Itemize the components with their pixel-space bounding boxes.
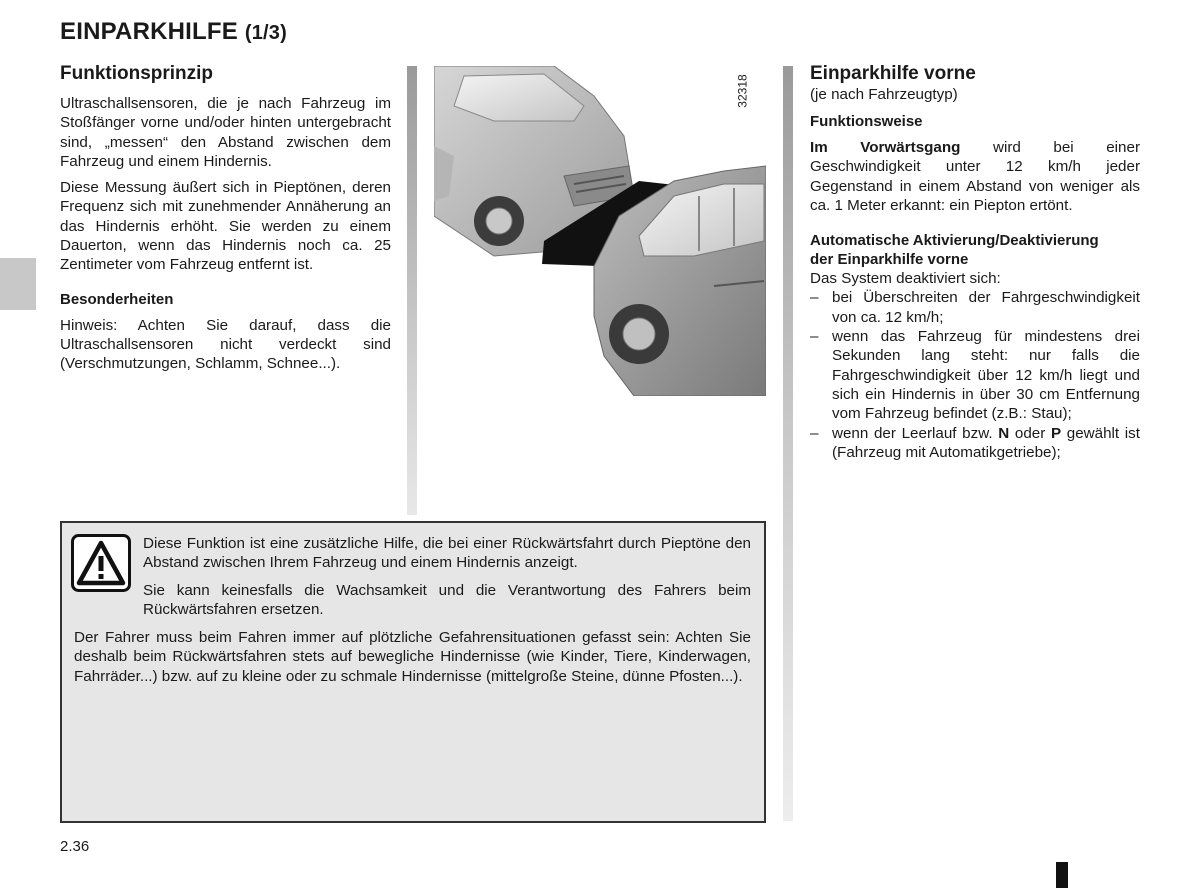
paragraph: Diese Messung äußert sich in Pieptönen, deren Frequenz sich mit zunehmender Annäherung an das Hindernis erhöht. Sie werden zu einem Dauerton, wenn das Hindernis noch ca. 25 Zentimeter vom Fahrzeug entfernt ist. [60, 179, 391, 274]
list-item: – wenn der Leerlauf bzw. N oder P gewählt ist (Fahrzeug mit Automatikgetriebe); [810, 424, 1140, 463]
figure-number [736, 68, 764, 114]
left-body [60, 94, 391, 275]
paragraph-text: wird bei einer Geschwindigkeit unter 12 km/h jeder Gegenstand in einem Abstand von weniger als ca. 1 Meter erkannt: ein Piepton ertönt. [810, 139, 1141, 214]
list-item: – wenn das Fahrzeug für mindestens drei Sekunden lang steht: nur falls die Fahrgeschwindigkeit über 12 km/h liegt und sich ein Hindernis in über 30 cm Entfernung vom Fahrzeug befindet (z.B.: Stau); [810, 327, 1140, 423]
subheading-line: der Einparkhilfe vorne [810, 251, 969, 269]
subheading: Besonderheiten [60, 290, 174, 308]
paragraph: Hinweis: Achten Sie darauf, dass die Ultraschallsensoren nicht verdeckt sind (Verschmutzungen, Schlamm, Schnee...). [60, 316, 391, 373]
warning-paragraph: Diese Funktion ist eine zusätzliche Hilfe, die bei einer Rückwärtsfahrt durch Pieptöne den Abstand zwischen Ihrem Fahrzeug und einem Hindernis anzeigt. [143, 535, 751, 572]
parking-illustration [434, 66, 766, 396]
paragraph: Ultraschallsensoren, die je nach Fahrzeug im Stoßfänger vorne und/oder hinten untergebracht sind, „messen“ den Abstand zwischen dem Fahrzeug und einem Hindernis. [60, 95, 391, 170]
warning-text-top [143, 534, 751, 627]
right-para-1 [810, 138, 1140, 215]
list-item: – bei Überschreiten der Fahrgeschwindigkeit von ca. 12 km/h; [810, 288, 1140, 327]
list-intro: Das System deaktiviert sich: [810, 270, 1001, 288]
right-column [810, 63, 1140, 462]
left-body-2 [60, 316, 391, 374]
bold-term: Im Vorwärtsgang [810, 139, 961, 156]
chapter-tab [0, 258, 36, 310]
left-column [60, 63, 391, 381]
section-subtitle: (je nach Fahrzeugtyp) [810, 86, 958, 103]
warning-paragraph: Sie kann keinesfalls die Wachsamkeit und die Verantwortung des Fahrers beim Rückwärtsfahren ersetzen. [143, 581, 751, 618]
warning-paragraph: Der Fahrer muss beim Fahren immer auf plötzliche Gefahrensituationen gefasst sein: Achten Sie deshalb beim Rückwärtsfahren stets auf bewegliche Hindernisse (wie Kinder, Tiere, Kinderwagen, Fahrräder...) bzw. auf zu kleine oder zu schmale Hindernisse (mittelgroße Steine, dünne Pfosten...). [74, 629, 751, 685]
figure-number-text: 32318 [735, 74, 750, 108]
subheading-line: Automatische Aktivierung/Deaktivierung [810, 232, 1099, 250]
section-heading: Funktionsprinzip [60, 63, 214, 84]
page-number: 2.36 [60, 838, 90, 855]
deactivation-list [810, 288, 1140, 462]
page-title-main: EINPARKHILFE [60, 18, 238, 45]
subheading-function: Funktionsweise [810, 113, 923, 130]
column-divider-right [783, 66, 793, 821]
section-heading-right: Einparkhilfe vorne [810, 63, 976, 84]
page-title [60, 18, 287, 46]
column-divider [407, 66, 417, 515]
warning-icon [71, 534, 131, 592]
right-list-block [810, 269, 1140, 462]
corner-mark [1056, 862, 1068, 888]
warning-text-bottom [74, 628, 751, 694]
page-title-pages: (1/3) [244, 22, 287, 44]
subheading-activation [810, 231, 1140, 269]
